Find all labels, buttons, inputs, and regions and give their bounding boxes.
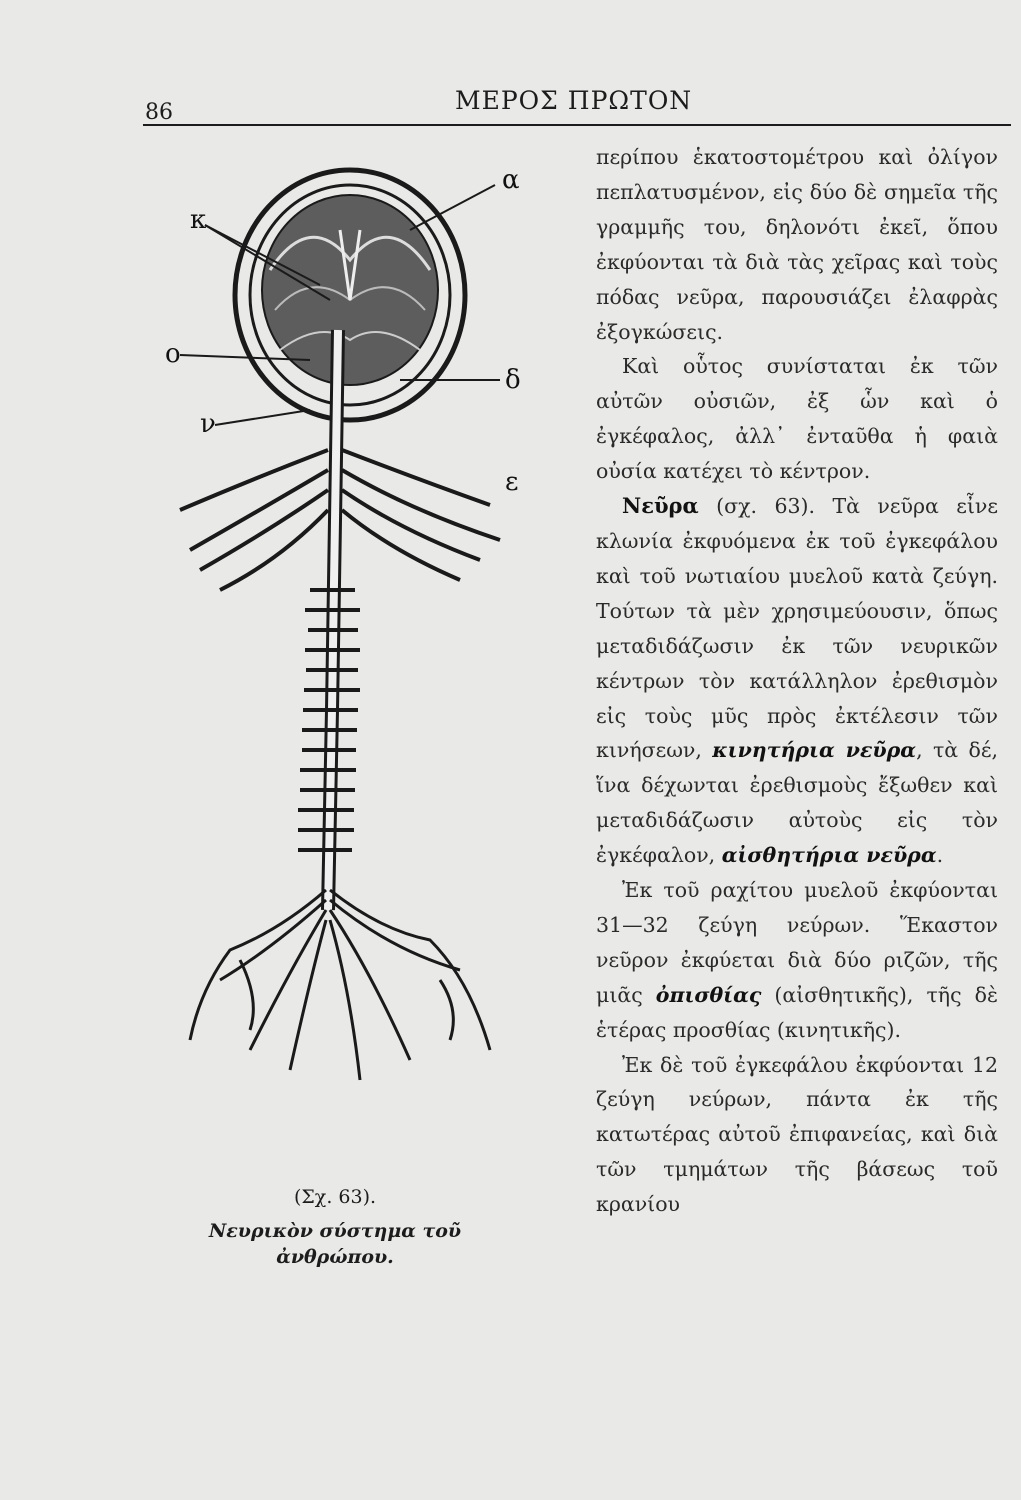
paragraph-text: Ἐκ τοῦ ραχίτου μυελοῦ ἐκφύονται 31—32 ζεύγη νεύρων. Ἕκαστον νεῦρον ἐκφύεται διὰ δύο ριζῶν, τῆς μιᾶς <box>596 878 998 1007</box>
label-omicron: ο <box>165 339 181 369</box>
term-motor-nerves: κινητήρια νεῦρα <box>712 738 917 763</box>
lower-nerve-branches <box>190 890 490 1080</box>
label-epsilon: ε <box>505 467 519 497</box>
skull-drawing <box>235 170 465 420</box>
paragraph-roots <box>596 873 998 1048</box>
paragraph-text: (αἰσθητικῆς), τῆς δὲ ἑτέρας προσθίας (κινητικῆς). <box>596 982 998 1042</box>
page-number: 86 <box>145 100 173 125</box>
header-rule <box>143 124 1011 126</box>
paragraph: περίπου ἑκατοστομέτρου καὶ ὀλίγον πεπλατυσμένον, εἰς δύο δὲ σημεῖα τῆς γραμμῆς του, δηλονότι ἐκεῖ, ὅπου ἐκφύονται τὰ διὰ τὰς χεῖρας καὶ τοὺς πόδας νεῦρα, παρουσιάζει ἐλαφρὰς ἐξογκώσεις. <box>596 145 998 344</box>
nervous-system-illustration <box>160 150 570 1100</box>
paragraph-text: , τὰ δέ, ἵνα δέχωνται ἐρεθισμοὺς ἔξωθεν καὶ μεταδιδάζωσιν αὐτοὺς εἰς τὸν ἐγκέφαλον, <box>596 738 999 868</box>
term-sensory-nerves: αἰσθητήρια νεῦρα <box>721 843 937 868</box>
paragraph-text: (σχ. 63). Τὰ νεῦρα εἶνε κλωνία ἐκφυόμενα ἐκ τοῦ ἐγκεφάλου καὶ τοῦ νωτιαίου μυελοῦ κατὰ ζεύγη. Τούτων τὰ μὲν χρησιμεύουσιν, ὅπως μεταδιδάζωσιν ἐκ τῶν νευρικῶν κέντρων τὸν κατάλληλον ἐρεθισμὸν εἰς τοὺς μῦς πρὸς ἐκτέλεσιν τῶν κινήσεων, <box>596 494 998 763</box>
paragraph: Ἐκ δὲ τοῦ ἐγκεφάλου ἐκφύονται 12 ζεύγη νεύρων, πάντα ἐκ τῆς κατωτέρας αὐτοῦ ἐπιφανείας, καὶ διὰ τῶν τμημάτων τῆς βάσεως τοῦ κρανίου <box>596 1052 998 1217</box>
label-delta: δ <box>505 365 521 395</box>
label-alpha: α <box>502 165 520 195</box>
term-posterior: ὀπισθίας <box>655 982 762 1007</box>
figure-caption <box>195 1186 475 1270</box>
section-term: Νεῦρα <box>622 493 699 519</box>
paragraph-text: . <box>936 843 944 868</box>
paragraph: Καὶ οὗτος συνίσταται ἐκ τῶν αὐτῶν οὐσιῶν, ἐξ ὧν καὶ ὁ ἐγκέφαλος, ἀλλ᾽ ἐνταῦθα ἡ φαιὰ οὐσία κατέχει τὸ κέντρον. <box>596 354 998 484</box>
label-kappa: κ <box>190 205 207 235</box>
label-nu: ν <box>200 409 216 439</box>
paragraph-nerves <box>596 489 998 873</box>
running-title: ΜΕΡΟΣ ΠΡΩΤΟΝ <box>455 86 693 115</box>
caption-text: Νευρικὸν σύστημα τοῦ ἀνθρώπου. <box>208 1220 462 1268</box>
body-text <box>596 140 998 1222</box>
caption-number: (Σχ. 63). <box>293 1186 377 1208</box>
